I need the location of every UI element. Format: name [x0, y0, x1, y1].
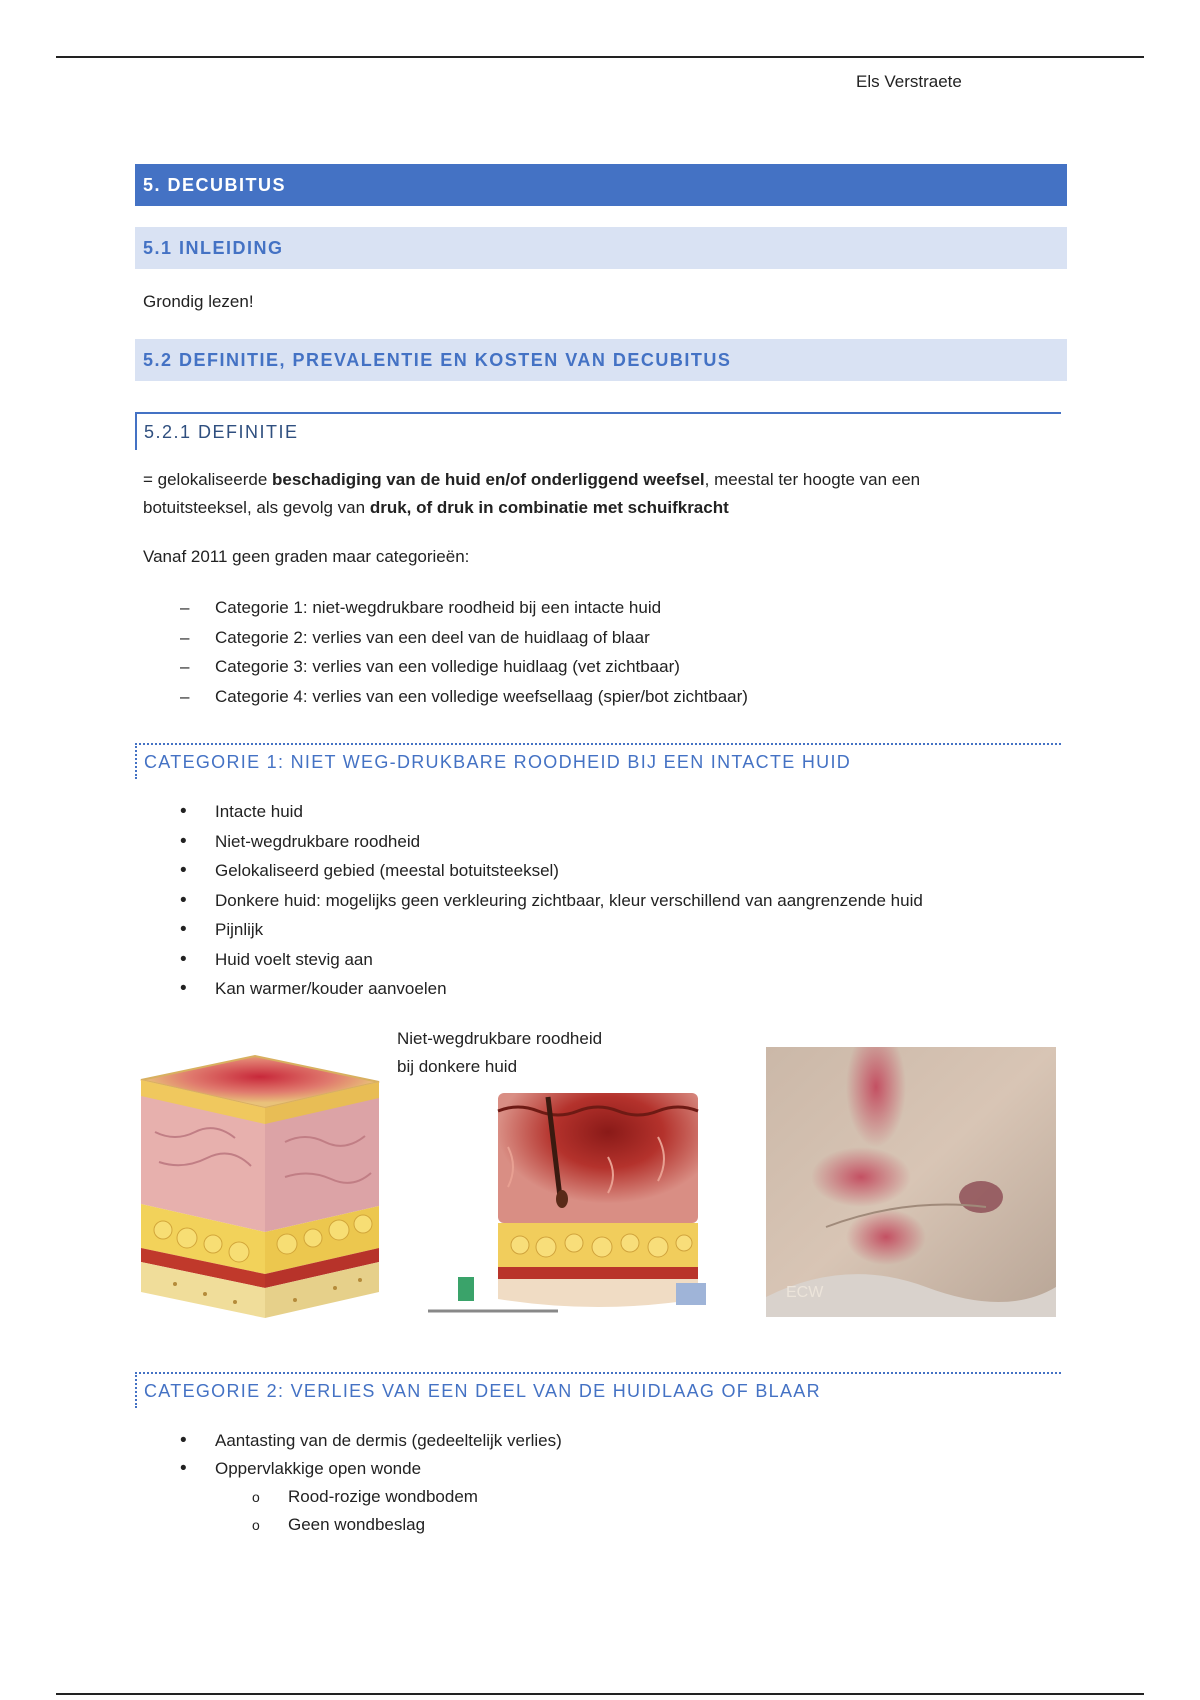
list-item: o Rood-rozige wondbodem [180, 1483, 562, 1511]
section-heading-definitie-kosten: 5.2 DEFINITIE, PREVALENTIE EN KOSTEN VAN DECUBITUS [135, 339, 1067, 381]
image-caption: Niet-wegdrukbare roodheid bij donkere huid [397, 1029, 603, 1076]
list-item: • Oppervlakkige open wonde o Rood-rozige wondbodem o Geen wondbeslag [180, 1455, 562, 1539]
photo-watermark: ECW [786, 1284, 824, 1301]
header-rule [56, 56, 1144, 58]
list-item: – Categorie 1: niet-wegdrukbare roodheid bij een intacte huid [180, 593, 748, 623]
skin-photo [766, 1047, 1056, 1317]
heading-categorie-2: CATEGORIE 2: VERLIES VAN EEN DEEL VAN DE HUIDLAAG OF BLAAR [135, 1372, 1061, 1408]
heading-categorie-1: CATEGORIE 1: NIET WEG-DRUKBARE ROODHEID BIJ EEN INTACTE HUID [135, 743, 1061, 779]
list-item: • Kan warmer/kouder aanvoelen [180, 974, 923, 1004]
list-item: • Intacte huid [180, 797, 923, 827]
categorie-2-bullets [180, 1427, 562, 1539]
author-name: Els Verstraete [856, 72, 962, 91]
skin-layers-illustration [135, 1052, 385, 1324]
list-item: – Categorie 4: verlies van een volledige weefsellaag (spier/bot zichtbaar) [180, 682, 748, 712]
categories-list [180, 593, 748, 711]
list-item: • Niet-wegdrukbare roodheid [180, 827, 923, 857]
inleiding-text: Grondig lezen! [143, 292, 254, 311]
list-item: • Huid voelt stevig aan [180, 945, 923, 975]
footer-rule [56, 1693, 1144, 1695]
subsection-heading-definitie: 5.2.1 DEFINITIE [135, 412, 1061, 450]
list-item: – Categorie 2: verlies van een deel van de huidlaag of blaar [180, 623, 748, 653]
list-item: • Pijnlijk [180, 915, 923, 945]
definition-paragraph: = gelokaliseerde beschadiging van de huid en/of onderliggend weefsel, meestal ter hoogte van een botuitsteeksel, als gevolg van druk, of druk in combinatie met schuifkracht [143, 470, 921, 517]
dark-skin-illustration [428, 1087, 728, 1317]
categorie-2-subbullets [215, 1483, 562, 1539]
list-item: • Aantasting van de dermis (gedeeltelijk verlies) [180, 1427, 562, 1455]
chapter-heading: 5. DECUBITUS [135, 164, 1067, 206]
list-item: o Geen wondbeslag [180, 1511, 562, 1539]
list-item: • Gelokaliseerd gebied (meestal botuitsteeksel) [180, 856, 923, 886]
categories-intro: Vanaf 2011 geen graden maar categorieën: [143, 547, 470, 566]
categorie-1-bullets [180, 797, 923, 1004]
list-item: – Categorie 3: verlies van een volledige huidlaag (vet zichtbaar) [180, 652, 748, 682]
section-heading-inleiding: 5.1 INLEIDING [135, 227, 1067, 269]
list-item: • Donkere huid: mogelijks geen verkleuring zichtbaar, kleur verschillend van aangrenzende huid [180, 886, 923, 916]
